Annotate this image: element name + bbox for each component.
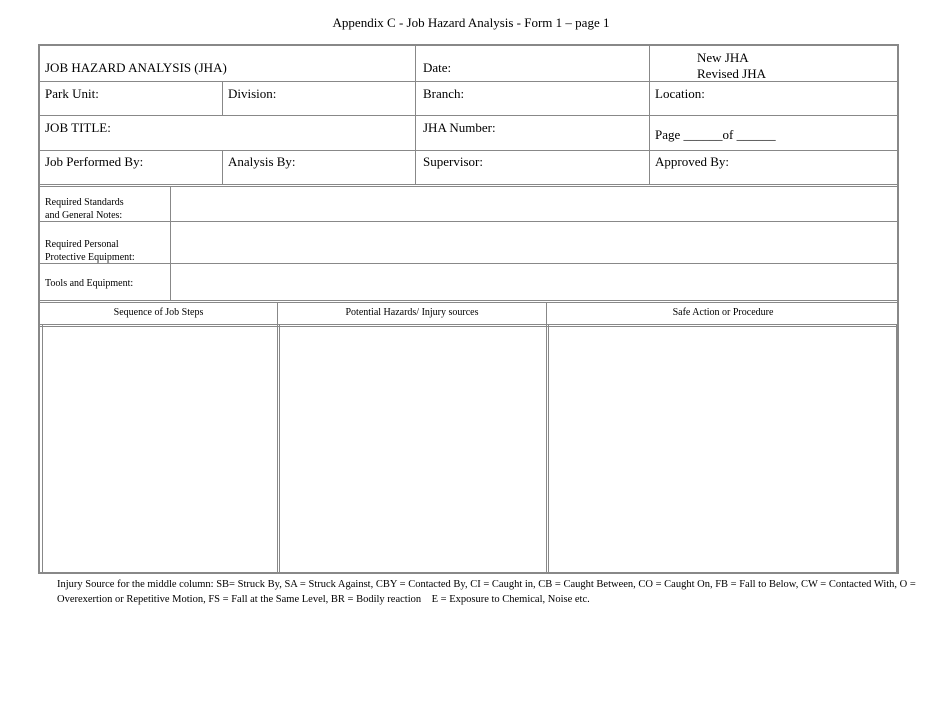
analysis-by-label: Analysis By: xyxy=(228,154,296,169)
location-field[interactable] xyxy=(650,82,899,115)
required-standards-label-line2: and General Notes: xyxy=(45,210,123,221)
date-label: Date: xyxy=(423,60,452,75)
col-header-safe-action: Safe Action or Procedure xyxy=(672,307,774,318)
required-standards-label-line1: Required Standards xyxy=(45,197,124,208)
required-standards-input[interactable] xyxy=(171,187,899,221)
branch-label: Branch: xyxy=(423,86,465,101)
location-label: Location: xyxy=(655,86,705,101)
job-steps-area[interactable] xyxy=(43,327,277,573)
required-ppe-input[interactable] xyxy=(171,222,899,263)
hazards-area[interactable] xyxy=(280,327,546,573)
col-header-job-steps: Sequence of Job Steps xyxy=(113,307,204,318)
job-title-field[interactable] xyxy=(40,116,415,150)
revised-jha-option[interactable]: Revised JHA xyxy=(697,66,766,81)
division-field[interactable] xyxy=(223,82,415,115)
park-unit-field[interactable] xyxy=(40,82,222,115)
page-of-field[interactable]: Page ______of ______ xyxy=(655,127,776,142)
analysis-by-field[interactable] xyxy=(223,151,415,184)
jha-number-label: JHA Number: xyxy=(423,120,496,135)
form-name: JOB HAZARD ANALYSIS (JHA) xyxy=(45,60,227,75)
job-performed-by-label: Job Performed By: xyxy=(45,154,144,169)
division-label: Division: xyxy=(228,86,277,101)
required-ppe-label-line2: Protective Equipment: xyxy=(45,252,135,263)
required-ppe-label-line1: Required Personal xyxy=(45,239,119,250)
park-unit-label: Park Unit: xyxy=(45,86,99,101)
page-title: Appendix C - Job Hazard Analysis - Form 1 – page 1 xyxy=(332,15,610,30)
job-performed-by-field[interactable] xyxy=(40,151,222,184)
supervisor-field[interactable] xyxy=(416,151,649,184)
approved-by-field[interactable] xyxy=(650,151,899,184)
jha-form xyxy=(38,44,899,574)
col-header-hazards: Potential Hazards/ Injury sources xyxy=(345,307,479,318)
tools-equipment-input[interactable] xyxy=(171,264,899,300)
tools-equipment-label: Tools and Equipment: xyxy=(45,278,134,289)
branch-field[interactable] xyxy=(416,82,649,115)
jha-number-field[interactable] xyxy=(416,116,649,150)
job-title-label: JOB TITLE: xyxy=(45,120,111,135)
supervisor-label: Supervisor: xyxy=(423,154,483,169)
approved-by-label: Approved By: xyxy=(655,154,730,169)
date-field[interactable] xyxy=(416,46,649,81)
safe-action-area[interactable] xyxy=(549,327,896,573)
new-jha-option[interactable]: New JHA xyxy=(697,50,749,65)
injury-source-footnote: Injury Source for the middle column: SB= Struck By, SA = Struck Against, CBY = Contacted By, CI = Caught in, CB = Caught Between, CO = Caught On, FB = Fall to Below, CW = Contacted With, O = Overexertion or Repetitive Motion, FS = Fall at the Same Level, BR = Bodily reaction E = Exposure to Chemical, Noise etc. xyxy=(57,579,916,605)
